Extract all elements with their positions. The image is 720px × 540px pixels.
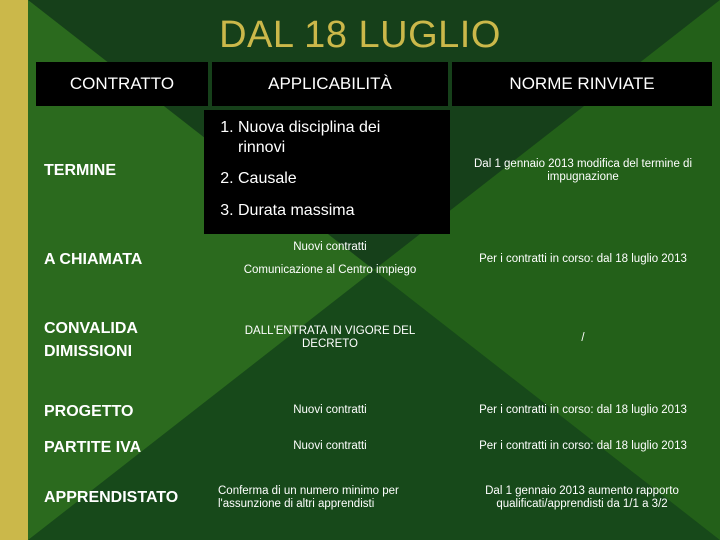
convalida-app: DALL'ENTRATA IN VIGORE DEL DECRETO: [244, 325, 416, 350]
progetto-norme: Per i contratti in corso: dal 18 luglio 2013: [479, 404, 687, 416]
slide-title: DAL 18 LUGLIO: [219, 14, 501, 56]
chiamata-app-2: Comunicazione al Centro impiego: [243, 264, 417, 276]
convalida-norme: /: [581, 332, 585, 344]
header-contratto: CONTRATTO: [36, 62, 208, 106]
progetto-app: Nuovi contratti: [293, 404, 367, 416]
row-label-chiamata: A CHIAMATA: [44, 251, 143, 268]
left-accent-stripe: [0, 0, 28, 540]
row-label-progetto: PROGETTO: [44, 403, 134, 420]
row-label-convalida: CONVALIDA DIMISSIONI: [44, 320, 138, 360]
header-applicabilita: APPLICABILITÀ: [212, 62, 448, 106]
termine-item-1: 1. Nuova disciplina dei rinnovi: [238, 118, 428, 158]
apprendistato-app: Conferma di un numero minimo per l'assunzione di altri apprendisti: [218, 485, 399, 510]
chiamata-app-1: Nuovi contratti: [293, 241, 367, 253]
chiamata-norme: Per i contratti in corso: dal 18 luglio 2013: [479, 253, 687, 265]
row-label-partite-iva: PARTITE IVA: [44, 439, 142, 456]
row-label-termine: TERMINE: [44, 162, 116, 179]
apprendistato-norme: Dal 1 gennaio 2013 aumento rapporto qualificati/apprendisti da 1/1 a 3/2: [485, 485, 679, 510]
header-norme: NORME RINVIATE: [452, 62, 712, 106]
termine-item-3: 3. Durata massima: [238, 202, 450, 220]
partite-iva-norme: Per i contratti in corso: dal 18 luglio 2013: [479, 440, 687, 452]
termine-item-2: 2. Causale: [238, 170, 450, 188]
termine-applicabilita-list: [204, 110, 450, 234]
termine-norme: Dal 1 gennaio 2013 modifica del termine di impugnazione: [474, 158, 692, 183]
partite-iva-app: Nuovi contratti: [293, 440, 367, 452]
row-label-apprendistato: APPRENDISTATO: [44, 489, 179, 506]
